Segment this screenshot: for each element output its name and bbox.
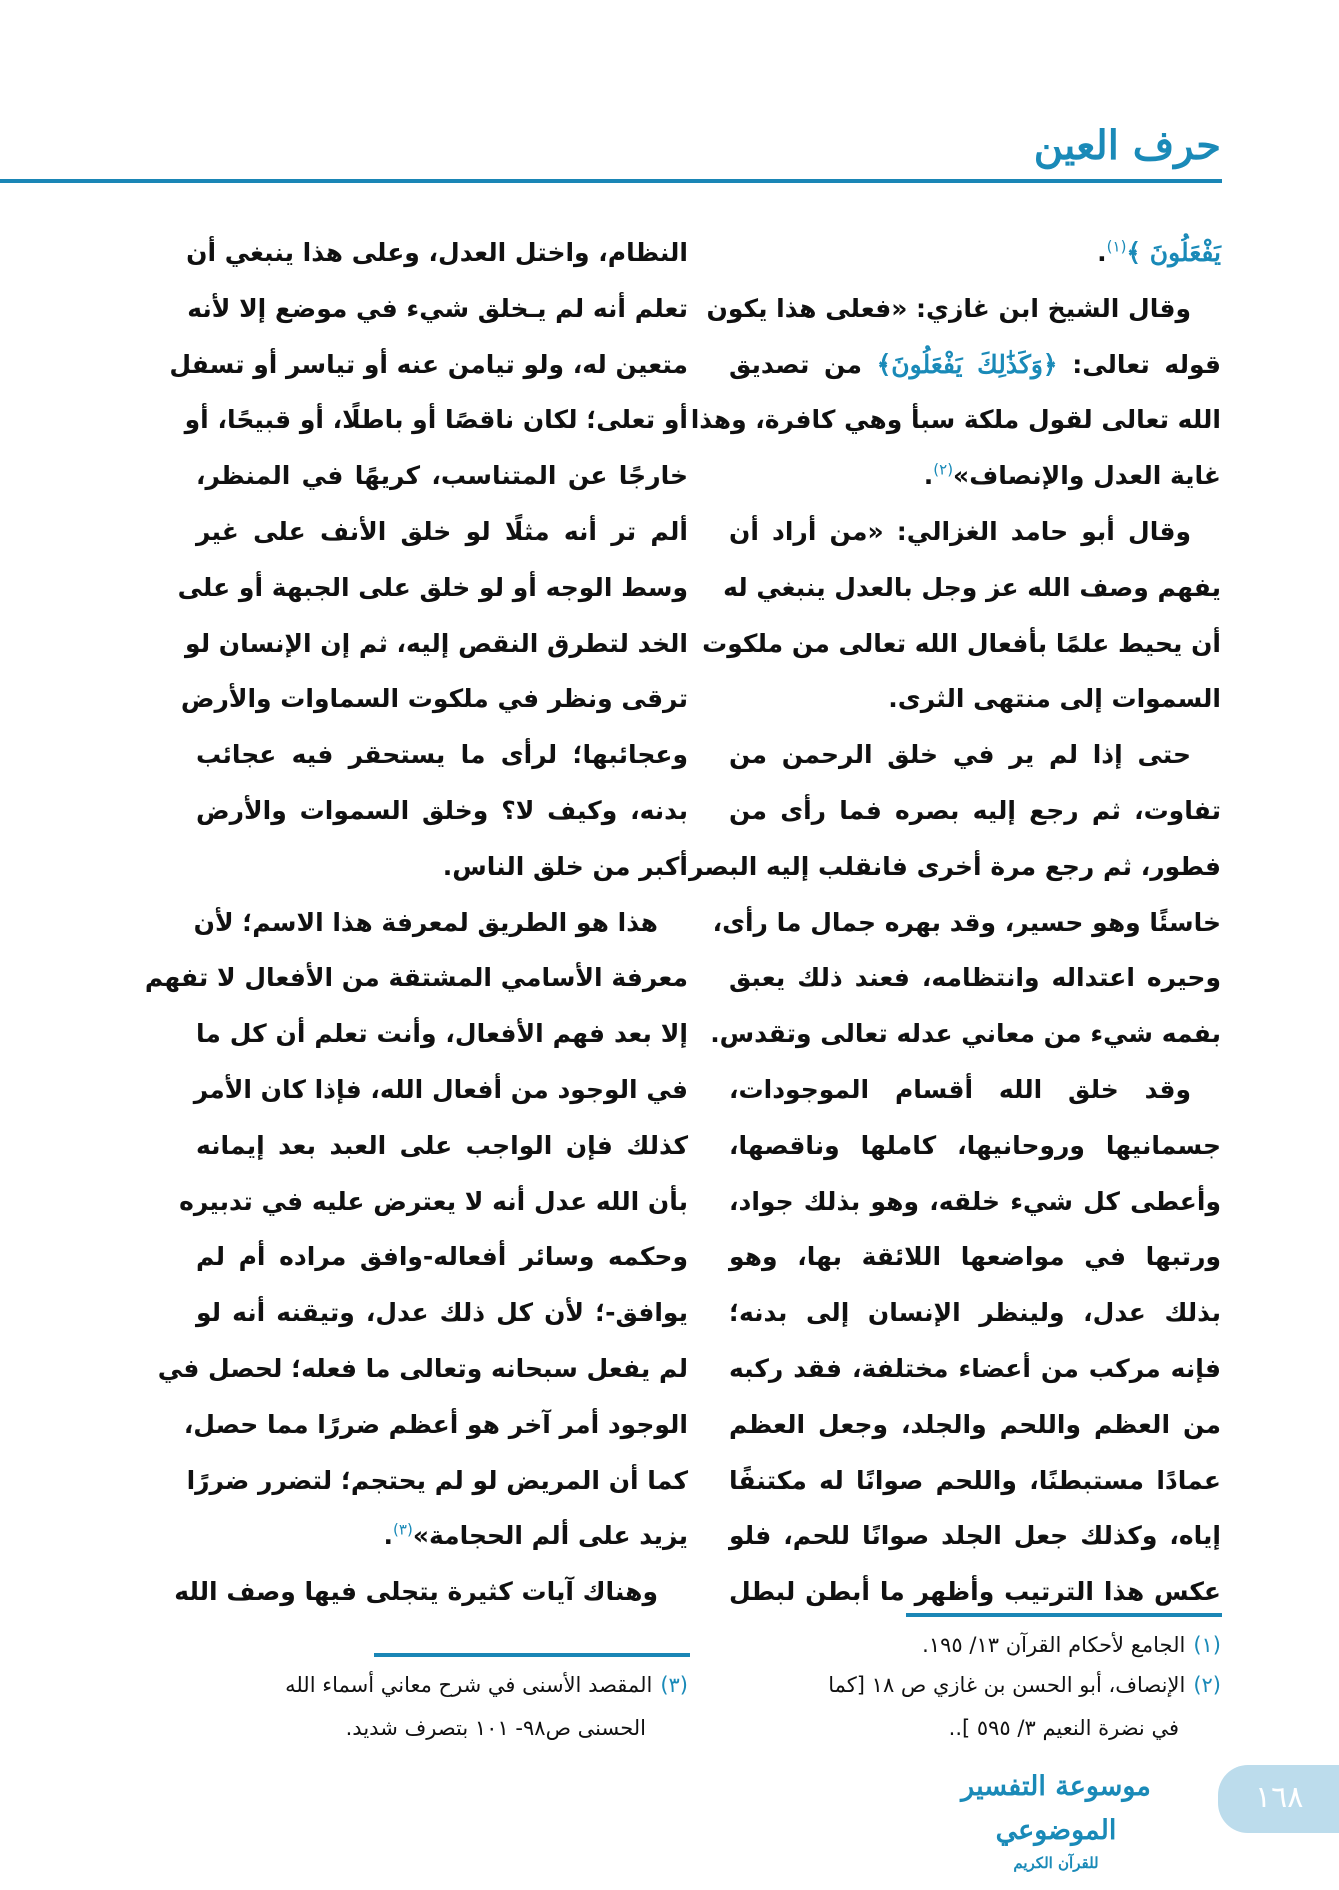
footnote-3 bbox=[196, 1664, 688, 1750]
line-text: كذلك فإن الواجب على العبد بعد إيمانه bbox=[196, 1130, 688, 1160]
text-line bbox=[193, 895, 688, 951]
line-text: عكس هذا الترتيب وأظهر ما أبطن لبطل bbox=[729, 1577, 1221, 1607]
line-text: أو تعلى؛ لكان ناقصًا أو باطلًا، أو قبيحًا، أو bbox=[184, 405, 688, 435]
footnote-number: (٢) bbox=[1193, 1673, 1221, 1697]
line-text: فإنه مركب من أعضاء مختلفة، فقد ركبه bbox=[729, 1353, 1221, 1383]
text-line bbox=[729, 1229, 1221, 1285]
logo-subtitle: للقرآن الكريم bbox=[1013, 1854, 1099, 1872]
line-text: وعجائبها؛ لرأى ما يستحقر فيه عجائب bbox=[196, 740, 688, 770]
footnote-text: الجامع لأحكام القرآن ١٣/ ١٩٥. bbox=[922, 1633, 1186, 1657]
text-line bbox=[706, 281, 1221, 337]
text-line bbox=[729, 1508, 1221, 1564]
text-line bbox=[702, 616, 1221, 672]
footnote-reference: (١) bbox=[1106, 237, 1127, 256]
text-line bbox=[169, 337, 688, 393]
line-text: في الوجود من أفعال الله، فإذا كان الأمر bbox=[193, 1074, 688, 1104]
footnote-reference: (٢) bbox=[933, 460, 954, 479]
footnote-reference: (٣) bbox=[393, 1521, 413, 1539]
line-text: من تصديق bbox=[729, 349, 877, 379]
text-line bbox=[144, 950, 688, 1006]
line-text: خاسئًا وهو حسير، وقد بهره جمال ما رأى، bbox=[712, 907, 1221, 937]
text-line bbox=[729, 337, 1221, 393]
footnote-number: (١) bbox=[1193, 1633, 1221, 1657]
text-line bbox=[729, 504, 1221, 560]
text-line bbox=[729, 783, 1221, 839]
line-text: وحكمه وسائر أفعاله-وافق مراده أم لم bbox=[196, 1242, 688, 1272]
line-text: الوجود أمر آخر هو أعظم ضررًا مما حصل، bbox=[183, 1409, 688, 1439]
text-line bbox=[729, 1285, 1221, 1341]
text-line bbox=[729, 1062, 1221, 1118]
footnote-divider-right bbox=[906, 1613, 1222, 1617]
text-line bbox=[729, 448, 1221, 504]
text-line bbox=[196, 504, 688, 560]
footnote-divider-left bbox=[374, 1653, 690, 1657]
line-text: جسمانيها وروحانيها، كاملها وناقصها، bbox=[729, 1130, 1221, 1160]
text-line bbox=[196, 1508, 688, 1564]
text-line bbox=[196, 448, 688, 504]
chapter-title: حرف العين bbox=[1033, 122, 1221, 169]
text-line bbox=[729, 1174, 1221, 1230]
line-text: ألم تر أنه مثلًا لو خلق الأنف على غير bbox=[196, 516, 688, 546]
text-line bbox=[177, 560, 688, 616]
line-text: يفهم وصف الله عز وجل بالعدل ينبغي له bbox=[723, 572, 1221, 602]
text-line bbox=[729, 950, 1221, 1006]
footnote-text-continued: في نضرة النعيم ٣/ ٥٩٥ ].. bbox=[948, 1716, 1179, 1740]
line-text: تفاوت، ثم رجع إليه بصره فما رأى من bbox=[729, 795, 1221, 825]
text-line bbox=[196, 1006, 688, 1062]
text-line bbox=[186, 225, 688, 281]
line-text: فطور، ثم رجع مرة أخرى فانقلب إليه البصر bbox=[688, 851, 1221, 881]
page-number: ١٦٨ bbox=[1255, 1780, 1304, 1815]
text-line bbox=[729, 671, 1221, 727]
text-line bbox=[180, 671, 688, 727]
footnote-number: (٣) bbox=[660, 1673, 688, 1697]
text-line bbox=[729, 1118, 1221, 1174]
footnote-1 bbox=[729, 1624, 1221, 1667]
line-text: وأعطى كل شيء خلقه، وهو بذلك جواد، bbox=[729, 1186, 1221, 1216]
footnote-text: الإنصاف، أبو الحسن بن غازي ص ١٨ [كما bbox=[828, 1673, 1186, 1697]
line-text: تعلم أنه لم يـخلق شيء في موضع إلا لأنه bbox=[187, 293, 688, 323]
line-text: يزيد على ألم الحجامة» bbox=[412, 1521, 688, 1551]
text-line bbox=[729, 1341, 1221, 1397]
line-text: وقد خلق الله أقسام الموجودات، bbox=[729, 1074, 1191, 1104]
footnote-text: المقصد الأسنى في شرح معاني أسماء الله bbox=[285, 1673, 653, 1697]
text-line bbox=[688, 839, 1221, 895]
text-line bbox=[196, 839, 688, 895]
line-text: وحيره اعتداله وانتظامه، فعند ذلك يعبق bbox=[729, 963, 1221, 993]
text-line bbox=[723, 560, 1221, 616]
line-text: من العظم واللحم والجلد، وجعل العظم bbox=[729, 1409, 1221, 1439]
line-text: غاية العدل والإنصاف» bbox=[953, 461, 1221, 491]
right-column bbox=[688, 225, 1222, 1620]
line-text: الله تعالى لقول ملكة سبأ وهي كافرة، وهذا bbox=[690, 405, 1221, 435]
text-line bbox=[196, 727, 688, 783]
line-text: وسط الوجه أو لو خلق على الجبهة أو على bbox=[177, 572, 688, 602]
line-text: حتى إذا لم ير في خلق الرحمن من bbox=[729, 740, 1191, 770]
line-text: . bbox=[923, 461, 934, 491]
text-line bbox=[710, 1006, 1221, 1062]
line-text: ترقى ونظر في ملكوت السماوات والأرض bbox=[180, 684, 688, 714]
logo-title: موسوعة التفسير الموضوعي bbox=[961, 1771, 1151, 1846]
text-line bbox=[183, 1397, 688, 1453]
line-text: يوافق-؛ لأن كل ذلك عدل، وتيقنه أنه لو bbox=[196, 1298, 688, 1328]
line-text: السموات إلى منتهى الثرى. bbox=[888, 684, 1221, 714]
line-text: عمادًا مستبطنًا، واللحم صوانًا له مكتنفًا bbox=[729, 1465, 1221, 1495]
line-text: خارجًا عن المتناسب، كريهًا في المنظر، bbox=[196, 461, 688, 491]
line-text: وقال الشيخ ابن غازي: «فعلى هذا يكون bbox=[706, 293, 1191, 323]
text-line bbox=[690, 392, 1221, 448]
text-line bbox=[729, 1453, 1221, 1509]
text-line bbox=[184, 392, 688, 448]
text-line bbox=[186, 1453, 688, 1509]
text-line bbox=[196, 783, 688, 839]
line-text: وقال أبو حامد الغزالي: «من أراد أن bbox=[729, 516, 1191, 546]
text-line bbox=[185, 616, 688, 672]
quran-verse: يَفْعَلُونَ ﴾ bbox=[1126, 238, 1221, 267]
line-text: بفمه شيء من معاني عدله تعالى وتقدس. bbox=[710, 1019, 1221, 1049]
text-line bbox=[193, 1062, 688, 1118]
text-line bbox=[174, 1564, 688, 1620]
line-text: بدنه، وكيف لا؟ وخلق السموات والأرض bbox=[196, 795, 688, 825]
text-line bbox=[729, 1564, 1221, 1620]
text-line bbox=[712, 895, 1221, 951]
footnote-text-continued: الحسنى ص٩٨- ١٠١ بتصرف شديد. bbox=[345, 1716, 646, 1740]
line-text: الخد لتطرق النقص إليه، ثم إن الإنسان لو bbox=[185, 628, 688, 658]
line-text: إياه، وكذلك جعل الجلد صوانًا للحم، فلو bbox=[729, 1521, 1221, 1551]
line-text: معرفة الأسامي المشتقة من الأفعال لا تفهم bbox=[144, 963, 688, 993]
text-line bbox=[729, 727, 1221, 783]
text-line bbox=[196, 1229, 688, 1285]
text-line bbox=[196, 1285, 688, 1341]
encyclopedia-logo bbox=[932, 1765, 1180, 1872]
line-text: وهناك آيات كثيرة يتجلى فيها وصف الله bbox=[174, 1577, 658, 1607]
header-divider bbox=[0, 179, 1222, 183]
line-text: . bbox=[1097, 238, 1107, 267]
line-text: لم يفعل سبحانه وتعالى ما فعله؛ لحصل في bbox=[157, 1353, 688, 1383]
text-line bbox=[196, 1118, 688, 1174]
line-text: أكبر من خلق الناس. bbox=[442, 851, 688, 881]
line-text: النظام، واختل العدل، وعلى هذا ينبغي أن bbox=[186, 238, 688, 267]
text-line bbox=[179, 1174, 688, 1230]
line-text: هذا هو الطريق لمعرفة هذا الاسم؛ لأن bbox=[193, 907, 658, 937]
text-line bbox=[729, 225, 1221, 281]
text-line bbox=[187, 281, 688, 337]
line-text: . bbox=[383, 1521, 394, 1551]
text-line bbox=[729, 1397, 1221, 1453]
line-text: بذلك عدل، ولينظر الإنسان إلى بدنه؛ bbox=[729, 1298, 1221, 1328]
line-text: أن يحيط علمًا بأفعال الله تعالى من ملكوت bbox=[702, 628, 1221, 658]
line-text: قوله تعالى: bbox=[1057, 349, 1222, 379]
footnote-2 bbox=[729, 1664, 1221, 1750]
line-text: بأن الله عدل أنه لا يعترض عليه في تدبيره bbox=[179, 1186, 688, 1216]
left-column bbox=[144, 225, 688, 1620]
text-line bbox=[157, 1341, 688, 1397]
line-text: متعين له، ولو تيامن عنه أو تياسر أو تسفل bbox=[169, 349, 688, 379]
line-text: إلا بعد فهم الأفعال، وأنت تعلم أن كل ما bbox=[196, 1019, 688, 1049]
line-text: كما أن المريض لو لم يحتجم؛ لتضرر ضررًا bbox=[186, 1465, 688, 1495]
quran-verse: ﴿وَكَذَٰلِكَ يَفْعَلُونَ﴾ bbox=[876, 349, 1058, 379]
line-text: ورتبها في مواضعها اللائقة بها، وهو bbox=[729, 1242, 1221, 1272]
